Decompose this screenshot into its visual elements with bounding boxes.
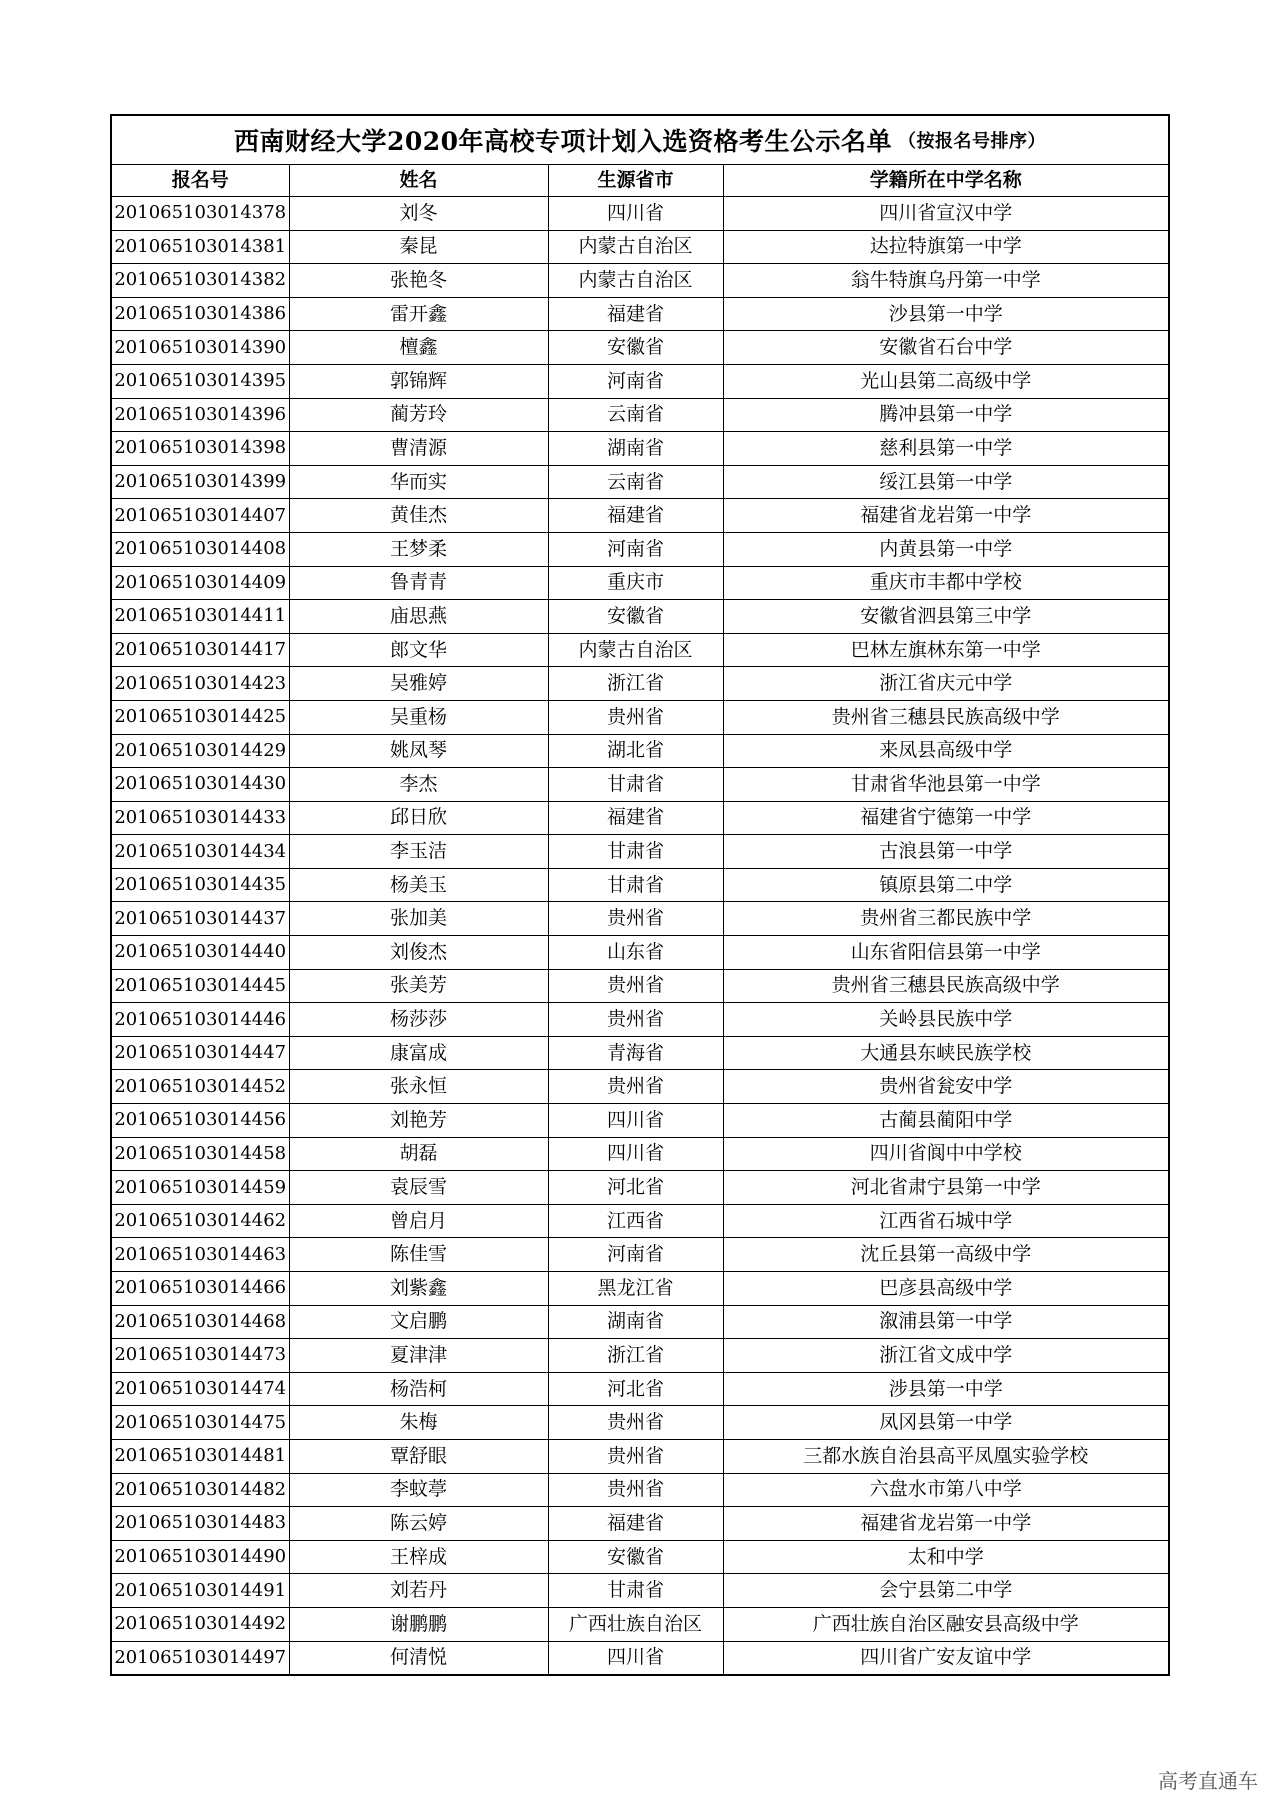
province-cell: 贵州省 <box>548 969 723 1003</box>
registration-number-cell: 201065103014417 <box>112 633 289 667</box>
province-cell: 贵州省 <box>548 1003 723 1037</box>
province-cell: 河北省 <box>548 1171 723 1205</box>
province-cell: 江西省 <box>548 1204 723 1238</box>
province-cell: 贵州省 <box>548 700 723 734</box>
school-name-cell: 贵州省三都民族中学 <box>723 902 1168 936</box>
table-row <box>112 297 1168 331</box>
province-cell: 贵州省 <box>548 1406 723 1440</box>
school-name-cell: 四川省阆中中学校 <box>723 1137 1168 1171</box>
registration-number-cell: 201065103014408 <box>112 532 289 566</box>
student-name-cell: 杨美玉 <box>289 868 548 902</box>
registration-number-cell: 201065103014411 <box>112 600 289 634</box>
province-cell: 河南省 <box>548 364 723 398</box>
province-cell: 安徽省 <box>548 1540 723 1574</box>
province-cell: 贵州省 <box>548 1439 723 1473</box>
province-cell: 贵州省 <box>548 1070 723 1104</box>
table-row <box>112 734 1168 768</box>
school-name-cell: 腾冲县第一中学 <box>723 398 1168 432</box>
student-name-cell: 蔺芳玲 <box>289 398 548 432</box>
school-name-cell: 福建省龙岩第一中学 <box>723 1507 1168 1541</box>
student-name-cell: 李玉洁 <box>289 835 548 869</box>
table-row <box>112 331 1168 365</box>
table-row <box>112 969 1168 1003</box>
province-cell: 内蒙古自治区 <box>548 264 723 298</box>
table-row <box>112 1171 1168 1205</box>
province-cell: 云南省 <box>548 465 723 499</box>
student-name-cell: 黄佳杰 <box>289 499 548 533</box>
title-text: 西南财经大学2020年高校专项计划入选资格考生公示名单 <box>233 127 893 156</box>
registration-number-cell: 201065103014381 <box>112 230 289 264</box>
school-name-cell: 巴林左旗林东第一中学 <box>723 633 1168 667</box>
registration-number-cell: 201065103014492 <box>112 1607 289 1641</box>
table-row <box>112 1641 1168 1674</box>
student-name-cell: 鲁青青 <box>289 566 548 600</box>
registration-number-cell: 201065103014462 <box>112 1204 289 1238</box>
school-name-cell: 会宁县第二中学 <box>723 1574 1168 1608</box>
student-name-cell: 郎文华 <box>289 633 548 667</box>
registration-number-cell: 201065103014437 <box>112 902 289 936</box>
table-row <box>112 1473 1168 1507</box>
student-name-cell: 覃舒眼 <box>289 1439 548 1473</box>
registration-number-cell: 201065103014475 <box>112 1406 289 1440</box>
student-name-cell: 庙思燕 <box>289 600 548 634</box>
province-cell: 贵州省 <box>548 1473 723 1507</box>
table-row <box>112 1574 1168 1608</box>
registration-number-cell: 201065103014483 <box>112 1507 289 1541</box>
registration-number-cell: 201065103014399 <box>112 465 289 499</box>
student-name-cell: 刘艳芳 <box>289 1104 548 1138</box>
table-row <box>112 768 1168 802</box>
table-row <box>112 936 1168 970</box>
student-name-cell: 檀鑫 <box>289 331 548 365</box>
student-name-cell: 袁辰雪 <box>289 1171 548 1205</box>
header-school: 学籍所在中学名称 <box>723 165 1168 197</box>
student-name-cell: 刘冬 <box>289 197 548 231</box>
school-name-cell: 重庆市丰都中学校 <box>723 566 1168 600</box>
registration-number-cell: 201065103014456 <box>112 1104 289 1138</box>
province-cell: 湖南省 <box>548 432 723 466</box>
student-name-cell: 文启鹏 <box>289 1305 548 1339</box>
province-cell: 云南省 <box>548 398 723 432</box>
registration-number-cell: 201065103014459 <box>112 1171 289 1205</box>
table-row <box>112 1439 1168 1473</box>
registration-number-cell: 201065103014425 <box>112 700 289 734</box>
table-row <box>112 1003 1168 1037</box>
school-name-cell: 巴彦县高级中学 <box>723 1272 1168 1306</box>
registration-number-cell: 201065103014435 <box>112 868 289 902</box>
province-cell: 四川省 <box>548 1104 723 1138</box>
province-cell: 内蒙古自治区 <box>548 633 723 667</box>
school-name-cell: 大通县东峡民族学校 <box>723 1036 1168 1070</box>
school-name-cell: 浙江省庆元中学 <box>723 667 1168 701</box>
registration-number-cell: 201065103014407 <box>112 499 289 533</box>
header-name: 姓名 <box>289 165 548 197</box>
registration-number-cell: 201065103014433 <box>112 801 289 835</box>
registration-number-cell: 201065103014497 <box>112 1641 289 1674</box>
table-row <box>112 465 1168 499</box>
table-row <box>112 499 1168 533</box>
table-row <box>112 1507 1168 1541</box>
registration-number-cell: 201065103014429 <box>112 734 289 768</box>
school-name-cell: 贵州省瓮安中学 <box>723 1070 1168 1104</box>
school-name-cell: 慈利县第一中学 <box>723 432 1168 466</box>
student-name-cell: 郭锦辉 <box>289 364 548 398</box>
student-name-cell: 李杰 <box>289 768 548 802</box>
registration-number-cell: 201065103014452 <box>112 1070 289 1104</box>
school-name-cell: 古浪县第一中学 <box>723 835 1168 869</box>
school-name-cell: 翁牛特旗乌丹第一中学 <box>723 264 1168 298</box>
registration-number-cell: 201065103014481 <box>112 1439 289 1473</box>
province-cell: 湖南省 <box>548 1305 723 1339</box>
school-name-cell: 三都水族自治县高平凤凰实验学校 <box>723 1439 1168 1473</box>
table-row <box>112 1104 1168 1138</box>
school-name-cell: 太和中学 <box>723 1540 1168 1574</box>
province-cell: 福建省 <box>548 297 723 331</box>
header-registration-number: 报名号 <box>112 165 289 197</box>
table-header-row <box>112 165 1168 197</box>
school-name-cell: 沙县第一中学 <box>723 297 1168 331</box>
registration-number-cell: 201065103014474 <box>112 1372 289 1406</box>
school-name-cell: 山东省阳信县第一中学 <box>723 936 1168 970</box>
table-row <box>112 835 1168 869</box>
province-cell: 甘肃省 <box>548 835 723 869</box>
table-row <box>112 1070 1168 1104</box>
school-name-cell: 广西壮族自治区融安县高级中学 <box>723 1607 1168 1641</box>
student-name-cell: 刘紫鑫 <box>289 1272 548 1306</box>
school-name-cell: 绥江县第一中学 <box>723 465 1168 499</box>
registration-number-cell: 201065103014466 <box>112 1272 289 1306</box>
registration-number-cell: 201065103014482 <box>112 1473 289 1507</box>
province-cell: 河南省 <box>548 1238 723 1272</box>
table-row <box>112 633 1168 667</box>
school-name-cell: 江西省石城中学 <box>723 1204 1168 1238</box>
province-cell: 贵州省 <box>548 902 723 936</box>
table-row <box>112 1238 1168 1272</box>
table-row <box>112 364 1168 398</box>
province-cell: 重庆市 <box>548 566 723 600</box>
table-row <box>112 566 1168 600</box>
student-name-cell: 姚凤琴 <box>289 734 548 768</box>
header-province: 生源省市 <box>548 165 723 197</box>
table-row <box>112 532 1168 566</box>
school-name-cell: 镇原县第二中学 <box>723 868 1168 902</box>
school-name-cell: 贵州省三穗县民族高级中学 <box>723 700 1168 734</box>
school-name-cell: 四川省宣汉中学 <box>723 197 1168 231</box>
student-name-cell: 秦昆 <box>289 230 548 264</box>
school-name-cell: 内黄县第一中学 <box>723 532 1168 566</box>
school-name-cell: 关岭县民族中学 <box>723 1003 1168 1037</box>
school-name-cell: 安徽省石台中学 <box>723 331 1168 365</box>
province-cell: 四川省 <box>548 1137 723 1171</box>
student-name-cell: 李蚊葶 <box>289 1473 548 1507</box>
registration-number-cell: 201065103014423 <box>112 667 289 701</box>
registration-number-cell: 201065103014463 <box>112 1238 289 1272</box>
student-name-cell: 王梓成 <box>289 1540 548 1574</box>
table-body <box>112 197 1168 1675</box>
student-name-cell: 陈佳雪 <box>289 1238 548 1272</box>
province-cell: 安徽省 <box>548 331 723 365</box>
student-name-cell: 杨莎莎 <box>289 1003 548 1037</box>
province-cell: 四川省 <box>548 1641 723 1674</box>
registration-number-cell: 201065103014430 <box>112 768 289 802</box>
table-row <box>112 1272 1168 1306</box>
province-cell: 青海省 <box>548 1036 723 1070</box>
school-name-cell: 福建省宁德第一中学 <box>723 801 1168 835</box>
province-cell: 内蒙古自治区 <box>548 230 723 264</box>
student-name-cell: 刘若丹 <box>289 1574 548 1608</box>
table-row <box>112 667 1168 701</box>
school-name-cell: 沈丘县第一高级中学 <box>723 1238 1168 1272</box>
school-name-cell: 甘肃省华池县第一中学 <box>723 768 1168 802</box>
table-row <box>112 1036 1168 1070</box>
province-cell: 湖北省 <box>548 734 723 768</box>
school-name-cell: 达拉特旗第一中学 <box>723 230 1168 264</box>
school-name-cell: 六盘水市第八中学 <box>723 1473 1168 1507</box>
table-row <box>112 1540 1168 1574</box>
province-cell: 甘肃省 <box>548 1574 723 1608</box>
registration-number-cell: 201065103014434 <box>112 835 289 869</box>
registration-number-cell: 201065103014468 <box>112 1305 289 1339</box>
candidate-table <box>112 165 1168 1674</box>
student-name-cell: 张永恒 <box>289 1070 548 1104</box>
student-name-cell: 何清悦 <box>289 1641 548 1674</box>
table-row <box>112 801 1168 835</box>
province-cell: 福建省 <box>548 801 723 835</box>
province-cell: 甘肃省 <box>548 868 723 902</box>
table-row <box>112 1372 1168 1406</box>
province-cell: 安徽省 <box>548 600 723 634</box>
registration-number-cell: 201065103014445 <box>112 969 289 1003</box>
registration-number-cell: 201065103014398 <box>112 432 289 466</box>
school-name-cell: 古蔺县蔺阳中学 <box>723 1104 1168 1138</box>
student-name-cell: 朱梅 <box>289 1406 548 1440</box>
admission-list-sheet <box>110 114 1170 1676</box>
table-row <box>112 1607 1168 1641</box>
student-name-cell: 夏津津 <box>289 1339 548 1373</box>
student-name-cell: 张加美 <box>289 902 548 936</box>
school-name-cell: 凤冈县第一中学 <box>723 1406 1168 1440</box>
province-cell: 黑龙江省 <box>548 1272 723 1306</box>
school-name-cell: 浙江省文成中学 <box>723 1339 1168 1373</box>
registration-number-cell: 201065103014386 <box>112 297 289 331</box>
title-subtitle: （按报名号排序） <box>898 131 1047 152</box>
student-name-cell: 杨浩柯 <box>289 1372 548 1406</box>
province-cell: 浙江省 <box>548 1339 723 1373</box>
student-name-cell: 谢鹏鹏 <box>289 1607 548 1641</box>
watermark-text: 高考直通车 <box>1158 1769 1258 1793</box>
student-name-cell: 康富成 <box>289 1036 548 1070</box>
table-row <box>112 600 1168 634</box>
registration-number-cell: 201065103014395 <box>112 364 289 398</box>
student-name-cell: 胡磊 <box>289 1137 548 1171</box>
province-cell: 福建省 <box>548 1507 723 1541</box>
school-name-cell: 安徽省泗县第三中学 <box>723 600 1168 634</box>
student-name-cell: 曹清源 <box>289 432 548 466</box>
registration-number-cell: 201065103014378 <box>112 197 289 231</box>
school-name-cell: 河北省肃宁县第一中学 <box>723 1171 1168 1205</box>
registration-number-cell: 201065103014446 <box>112 1003 289 1037</box>
table-row <box>112 398 1168 432</box>
registration-number-cell: 201065103014390 <box>112 331 289 365</box>
student-name-cell: 吴重杨 <box>289 700 548 734</box>
student-name-cell: 吴雅婷 <box>289 667 548 701</box>
table-row <box>112 700 1168 734</box>
table-row <box>112 264 1168 298</box>
document-title <box>112 116 1168 165</box>
registration-number-cell: 201065103014458 <box>112 1137 289 1171</box>
registration-number-cell: 201065103014409 <box>112 566 289 600</box>
table-row <box>112 1406 1168 1440</box>
registration-number-cell: 201065103014382 <box>112 264 289 298</box>
table-row <box>112 868 1168 902</box>
student-name-cell: 张艳冬 <box>289 264 548 298</box>
student-name-cell: 邱日欣 <box>289 801 548 835</box>
school-name-cell: 光山县第二高级中学 <box>723 364 1168 398</box>
province-cell: 四川省 <box>548 197 723 231</box>
province-cell: 山东省 <box>548 936 723 970</box>
student-name-cell: 张美芳 <box>289 969 548 1003</box>
student-name-cell: 刘俊杰 <box>289 936 548 970</box>
student-name-cell: 陈云婷 <box>289 1507 548 1541</box>
registration-number-cell: 201065103014473 <box>112 1339 289 1373</box>
table-row <box>112 902 1168 936</box>
student-name-cell: 曾启月 <box>289 1204 548 1238</box>
school-name-cell: 福建省龙岩第一中学 <box>723 499 1168 533</box>
school-name-cell: 涉县第一中学 <box>723 1372 1168 1406</box>
registration-number-cell: 201065103014440 <box>112 936 289 970</box>
school-name-cell: 贵州省三穗县民族高级中学 <box>723 969 1168 1003</box>
province-cell: 广西壮族自治区 <box>548 1607 723 1641</box>
school-name-cell: 来凤县高级中学 <box>723 734 1168 768</box>
table-row <box>112 1137 1168 1171</box>
student-name-cell: 王梦柔 <box>289 532 548 566</box>
table-row <box>112 1305 1168 1339</box>
table-row <box>112 432 1168 466</box>
school-name-cell: 四川省广安友谊中学 <box>723 1641 1168 1674</box>
province-cell: 甘肃省 <box>548 768 723 802</box>
registration-number-cell: 201065103014396 <box>112 398 289 432</box>
registration-number-cell: 201065103014491 <box>112 1574 289 1608</box>
province-cell: 浙江省 <box>548 667 723 701</box>
table-row <box>112 230 1168 264</box>
table-row <box>112 197 1168 231</box>
school-name-cell: 溆浦县第一中学 <box>723 1305 1168 1339</box>
registration-number-cell: 201065103014490 <box>112 1540 289 1574</box>
student-name-cell: 雷开鑫 <box>289 297 548 331</box>
table-row <box>112 1339 1168 1373</box>
province-cell: 河南省 <box>548 532 723 566</box>
province-cell: 福建省 <box>548 499 723 533</box>
student-name-cell: 华而实 <box>289 465 548 499</box>
registration-number-cell: 201065103014447 <box>112 1036 289 1070</box>
province-cell: 河北省 <box>548 1372 723 1406</box>
table-row <box>112 1204 1168 1238</box>
